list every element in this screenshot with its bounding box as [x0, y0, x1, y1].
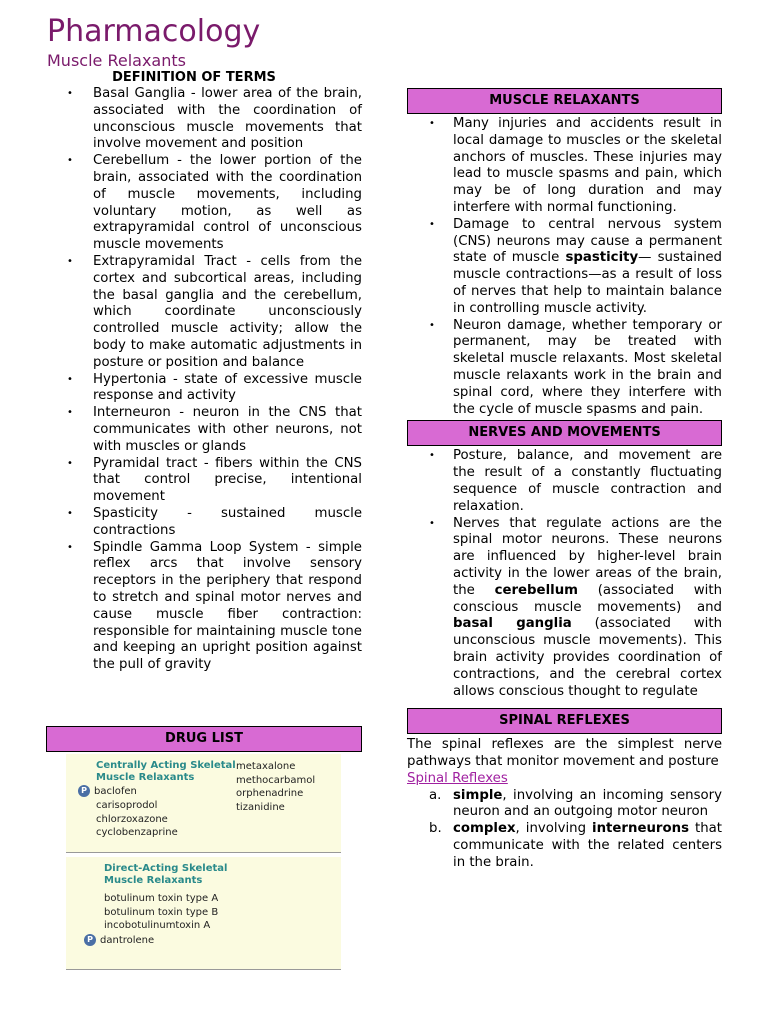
definition-item: • Interneuron - neuron in the CNS that communicates with other neurons, not with muscles or glands — [62, 405, 362, 455]
drug-item: incobotulinumtoxin A — [104, 920, 211, 931]
list-item: • Many injuries and accidents result in local damage to muscles or the skeletal anchors of muscles. These injuries may lead to muscle spasms and pain, which may be of long duration and may interfere with normal functioning. — [407, 116, 722, 217]
drug-item: botulinum toxin type A — [104, 893, 219, 904]
spinal-intro: The spinal reflexes are the simplest nerve pathways that monitor movement and posture — [407, 737, 722, 770]
page-title: Pharmacology — [47, 14, 261, 49]
page-subtitle: Muscle Relaxants — [47, 51, 186, 70]
drug-item: dantrolene — [100, 935, 155, 946]
prototype-icon: P — [78, 785, 90, 797]
drug-list-heading: DRUG LIST — [46, 726, 362, 752]
muscle-relaxants-heading: MUSCLE RELAXANTS — [407, 88, 722, 114]
list-item — [407, 217, 722, 318]
nerves-heading: NERVES AND MOVEMENTS — [407, 420, 722, 446]
drug-item: chlorzoxazone — [96, 813, 168, 825]
direct-drugs-heading-2: Muscle Relaxants — [104, 875, 203, 886]
text-run: (associated with conscious muscle movements) and — [453, 582, 722, 615]
list-marker: b. — [429, 821, 442, 837]
definition-item: • Cerebellum - the lower portion of the brain, associated with the coordination of muscle movements, including voluntary motion, as well as extrapyramidal control of unconscious muscle movements — [62, 153, 362, 254]
definition-item: • Pyramidal tract - fibers within the CNS that control precise, intentional movement — [62, 456, 362, 506]
drug-item: metaxalone — [236, 761, 296, 772]
definitions-column — [62, 70, 362, 674]
definition-item: • Basal Ganglia - lower area of the brain, associated with the coordination of unconscious muscle movements that involve movement and position — [62, 86, 362, 153]
list-item — [407, 821, 722, 871]
spinal-reflexes-link[interactable]: Spinal Reflexes — [407, 770, 508, 786]
text-run: , involving an incoming sensory neuron and an outgoing motor neuron — [453, 787, 722, 820]
direct-drugs-panel — [66, 857, 341, 970]
text-run: (associated with unconscious muscle movements). This brain activity provides coordination of contractions, and the cerebral cortex allows conscious thought to regulate — [453, 616, 722, 699]
prototype-icon: P — [84, 934, 96, 946]
text-run: , involving — [515, 821, 593, 837]
list-item — [407, 788, 722, 822]
bold-term: basal ganglia — [453, 616, 572, 632]
drug-item: methocarbamol — [236, 774, 316, 786]
drug-item: tizanidine — [236, 801, 285, 813]
muscle-relaxants-list — [407, 116, 722, 418]
text-run: Damage to central nervous system (CNS) neurons may cause a permanent state of muscle — [453, 216, 722, 266]
text-run: Nerves that regulate actions are the spinal motor neurons. These neurons are influenced by higher-level brain activity in the lower areas of the brain, the — [453, 515, 722, 598]
definitions-heading: DEFINITION OF TERMS — [112, 70, 276, 85]
bold-term: cerebellum — [494, 582, 579, 598]
bold-term: complex — [453, 821, 516, 837]
list-item — [407, 516, 722, 701]
bold-term: interneurons — [592, 821, 689, 837]
text-run: that communicate with the related centers in the brain. — [453, 821, 722, 870]
text-run: — sustained muscle contractions—as a result of loss of nerves that help to maintain balance in controlling muscle activity. — [453, 250, 722, 316]
drug-item: cyclobenzaprine — [96, 827, 178, 838]
central-drugs-heading-1: Centrally Acting Skeletal — [96, 760, 236, 771]
spinal-heading: SPINAL REFLEXES — [407, 708, 722, 734]
bold-term: simple — [453, 787, 503, 803]
definition-item: • Hypertonia - state of excessive muscle response and activity — [62, 372, 362, 406]
drug-item: baclofen — [94, 786, 137, 797]
definition-item: • Extrapyramidal Tract - cells from the cortex and subcortical areas, including the basal ganglia and the cerebellum, which coordinate unconsciously controlled muscle activity; allow the body to make automatic adjustments in posture or position and balance — [62, 254, 362, 372]
definition-item: • Spindle Gamma Loop System - simple reflex arcs that involve sensory receptors in the periphery that respond to stretch and spinal motor nerves and cause muscle fiber contraction: responsible for maintaining muscle tone and keeping an upright position against the pull of gravity — [62, 540, 362, 674]
definitions-list — [62, 86, 362, 674]
spinal-list — [407, 788, 722, 872]
definition-item: • Spasticity - sustained muscle contractions — [62, 506, 362, 540]
list-marker: a. — [429, 787, 442, 803]
drug-item: botulinum toxin type B — [104, 906, 219, 918]
nerves-list — [407, 448, 722, 700]
list-item: • Neuron damage, whether temporary or permanent, may be treated with skeletal muscle relaxants. Most skeletal muscle relaxants work in the brain and spinal cord, where they interfere with the cycle of muscle spasms and pain. — [407, 318, 722, 419]
list-item: • Posture, balance, and movement are the result of a constantly fluctuating sequence of muscle contraction and relaxation. — [407, 448, 722, 515]
drug-item: carisoprodol — [96, 800, 158, 811]
central-drugs-heading-2: Muscle Relaxants — [96, 772, 195, 783]
drug-item: orphenadrine — [236, 788, 304, 799]
right-column — [407, 88, 722, 872]
bold-term: spasticity — [565, 250, 639, 266]
direct-drugs-heading-1: Direct-Acting Skeletal — [104, 863, 228, 874]
central-drugs-panel — [66, 754, 341, 853]
